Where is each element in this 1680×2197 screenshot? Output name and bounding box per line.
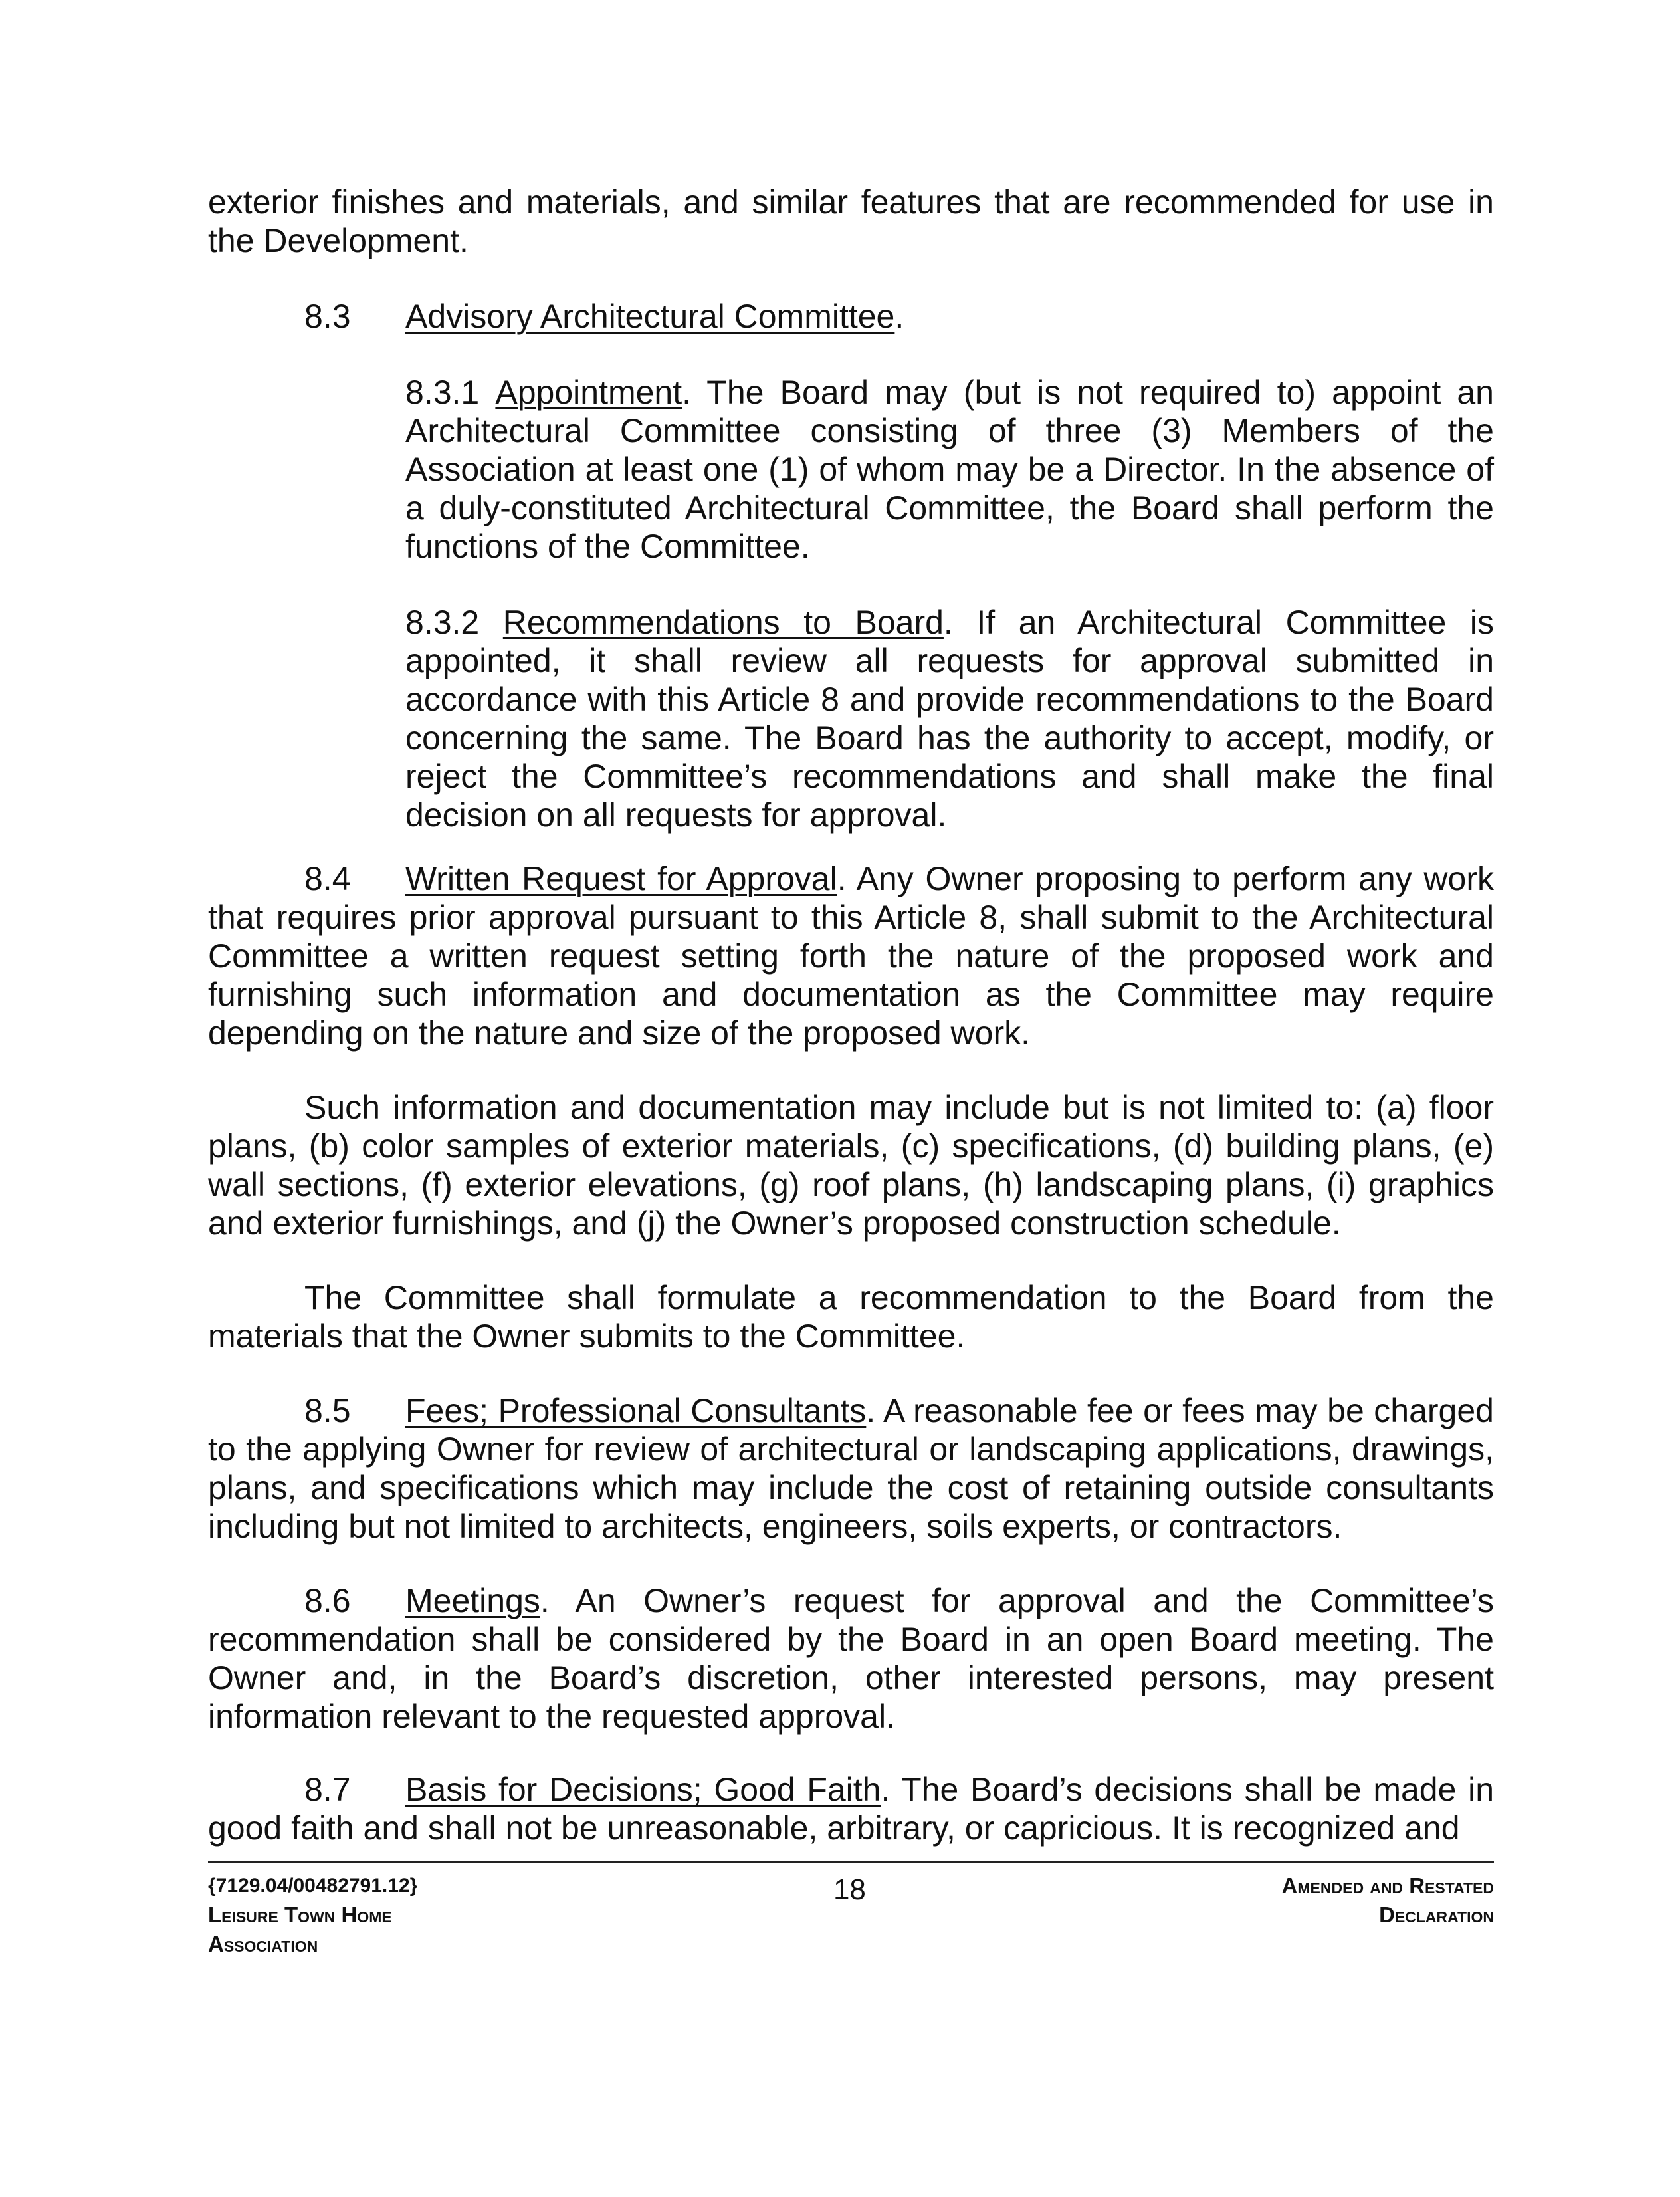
footer-doc-title-line1: Amended and Restated (1281, 1873, 1494, 1898)
footer-right-block (1282, 1871, 1494, 1930)
section-body: . The Board’s decisions shall be made in good faith and shall not be unreasonable, arbitrary, or capricious. It is recognized and (208, 1771, 1494, 1847)
section-number: 8.3.2 (405, 604, 480, 641)
section-title-period: . (894, 298, 904, 335)
footer-doc-code: {7129.04/00482791.12} (208, 1875, 418, 1897)
section-title: Fees; Professional Consultants (405, 1392, 867, 1429)
footer-doc-title-line2: Declaration (1379, 1903, 1494, 1927)
footer-association-line2: Association (208, 1932, 318, 1956)
section-8-3-heading (304, 297, 1494, 336)
section-8-3-2-paragraph (405, 603, 1494, 834)
section-number: 8.4 (304, 860, 351, 897)
section-8-5-paragraph (208, 1391, 1494, 1546)
page-footer (208, 1861, 1494, 1959)
section-8-6-paragraph (208, 1581, 1494, 1736)
section-number: 8.3.1 (405, 374, 480, 411)
document-page (208, 183, 1494, 1847)
section-title: Appointment (495, 374, 682, 411)
section-title: Advisory Architectural Committee (405, 298, 895, 335)
footer-left-block (208, 1871, 417, 1959)
section-body: . Any Owner proposing to perform any work that requires prior approval pursuant to this Article 8, shall submit to the Architectural Committee a written request setting forth the nature of the proposed work and furnishing such information and documentation as the Committee may require depending on the nature and size of the proposed work. (208, 860, 1494, 1052)
section-body: . A reasonable fee or fees may be charged to the applying Owner for review of architectural or landscaping applications, drawings, plans, and specifications which may include the cost of retaining outside consultants including but not limited to architects, engineers, soils experts, or contractors. (208, 1392, 1494, 1545)
section-8-4-paragraph (208, 860, 1494, 1052)
section-8-7-paragraph (208, 1770, 1494, 1847)
section-8-3-1-paragraph (405, 373, 1494, 566)
section-number: 8.3 (304, 298, 351, 335)
section-number: 8.5 (304, 1392, 351, 1429)
section-8-4-paragraph-2: Such information and documentation may include but is not limited to: (a) floor plans, (b) color samples of exterior materials, (c) specifications, (d) building plans, (e) wall sections, (f) exterior elevations, (g) roof plans, (h) landscaping plans, (i) graphics and exterior furnishings, and (j) the Owner’s proposed construction schedule. (208, 1089, 1494, 1242)
footer-page-number: 18 (833, 1873, 866, 1906)
section-title: Recommendations to Board (502, 604, 944, 641)
section-title: Meetings (405, 1582, 540, 1619)
section-body: . An Owner’s request for approval and the Committee’s recommendation shall be considered by the Board in an open Board meeting. The Owner and, in the Board’s discretion, other interested persons, may present information relevant to the requested approval. (208, 1582, 1494, 1735)
section-body: . The Board may (but is not required to) appoint an Architectural Committee consisting of three (3) Members of the Association at least one (1) of whom may be a Director. In the absence of a duly-constituted Architectural Committee, the Board shall perform the functions of the Committee. (405, 374, 1494, 565)
section-8-4-paragraph-3: The Committee shall formulate a recommendation to the Board from the materials that the Owner submits to the Committee. (208, 1279, 1494, 1355)
section-number: 8.7 (304, 1771, 351, 1808)
intro-paragraph: exterior finishes and materials, and similar features that are recommended for use in the Development. (208, 183, 1494, 259)
section-title: Written Request for Approval (405, 860, 837, 897)
section-number: 8.6 (304, 1582, 351, 1619)
footer-association-line1: Leisure Town Home (208, 1903, 392, 1927)
section-title: Basis for Decisions; Good Faith (405, 1771, 881, 1808)
section-body: . If an Architectural Committee is appointed, it shall review all requests for approval submitted in accordance with this Article 8 and provide recommendations to the Board concerning the same. The Board has the authority to accept, modify, or reject the Committee’s recommendations and shall make the final decision on all requests for approval. (405, 604, 1494, 834)
